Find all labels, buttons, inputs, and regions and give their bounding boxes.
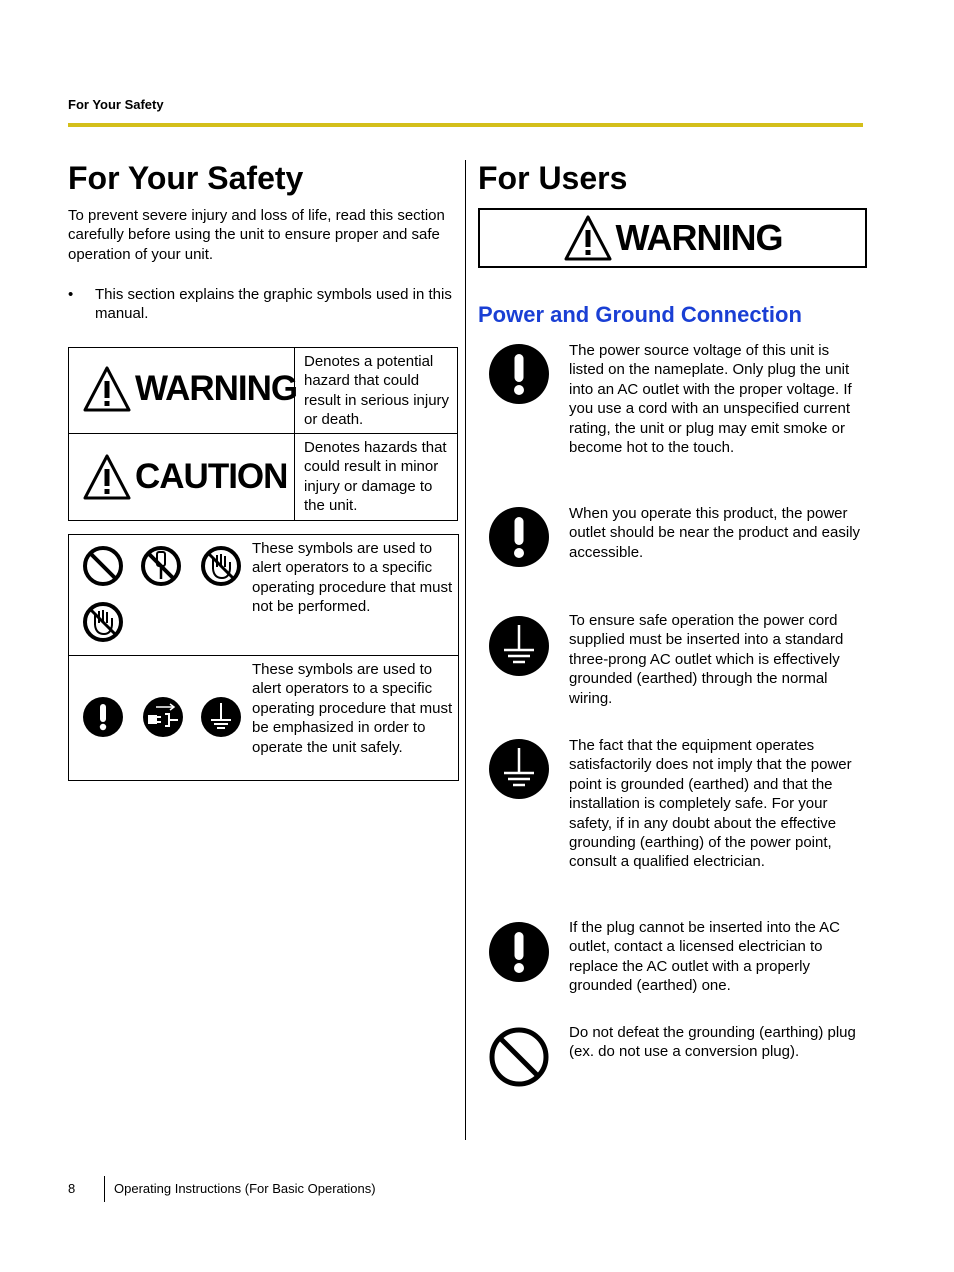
warning-item-text: When you operate this product, the power outlet should be near the product and easily accessible. — [569, 505, 861, 561]
page-number: 8 — [68, 1181, 76, 1196]
warning-triangle-icon — [563, 214, 613, 262]
bullet-text: This section explains the graphic symbols used in this manual. — [95, 286, 452, 323]
subsection-heading: Power and Ground Connection — [478, 302, 802, 327]
ground-icon — [200, 696, 242, 738]
prohibition-icon — [488, 1026, 550, 1088]
exclamation-icon — [82, 696, 124, 738]
warning-item-text: The power source voltage of this unit is listed on the nameplate. Only plug the unit into an AC outlet with the proper voltage. If you use a cord with an unspecified current rating, the unit or plug may emit smoke or become hot to the touch. — [569, 342, 852, 457]
warning-signal-word — [82, 362, 297, 416]
unplug-icon — [142, 696, 184, 738]
warning-item-text: Do not defeat the grounding (earthing) plug (ex. do not use a conversion plug). — [569, 1024, 856, 1061]
caution-word: CAUTION — [135, 457, 288, 496]
mandatory-description: These symbols are used to alert operators to a specific operating procedure that must be emphasized in order to operate the unit safely. — [252, 661, 453, 756]
warning-triangle-icon — [82, 365, 132, 413]
warning-item-text: If the plug cannot be inserted into the AC outlet, contact a licensed electrician to replace the AC outlet with a properly grounded (earthed) one. — [569, 919, 841, 995]
footer-document-title: Operating Instructions (For Basic Operations) — [114, 1181, 376, 1196]
caution-description: Denotes hazards that could result in minor injury or damage to the unit. — [304, 439, 447, 515]
section-title: For Users — [478, 160, 628, 196]
footer-divider — [104, 1176, 105, 1202]
exclamation-icon — [488, 343, 550, 405]
caution-triangle-icon — [82, 453, 132, 501]
warning-banner-word: WARNING — [615, 217, 783, 258]
warning-description: Denotes a potential hazard that could result in serious injury or death. — [304, 353, 450, 429]
bullet-marker: • — [68, 286, 74, 303]
prohibited-description: These symbols are used to alert operators to a specific operating procedure that must not be performed. — [252, 540, 453, 616]
exclamation-icon — [488, 506, 550, 568]
table-divider — [68, 433, 458, 434]
column-divider — [465, 160, 466, 1140]
caution-signal-word — [82, 450, 287, 504]
prohibition-icon — [82, 545, 124, 587]
no-disassembly-icon — [140, 545, 182, 587]
warning-word: WARNING — [135, 369, 298, 408]
running-header: For Your Safety — [68, 97, 164, 112]
warning-item-text: The fact that the equipment operates satisfactorily does not imply that the power point is grounded (earthed) and that the installation is completely safe. For your safety, if in any doubt about the effective grounding (earthing) of the power point, consult a qualified electrician. — [569, 737, 852, 871]
exclamation-icon — [488, 921, 550, 983]
intro-paragraph: To prevent severe injury and loss of life, read this section carefully before using the unit to ensure proper and safe operation of your unit. — [68, 207, 445, 263]
page-title: For Your Safety — [68, 160, 304, 196]
ground-icon — [488, 615, 550, 677]
table-divider — [68, 655, 459, 656]
warning-banner — [478, 208, 867, 268]
no-touch-wet-hand-icon — [200, 545, 242, 587]
ground-icon — [488, 738, 550, 800]
no-touch-icon — [82, 601, 124, 643]
warning-item-text: To ensure safe operation the power cord supplied must be inserted into a standard three-prong AC outlet which is effectively grounded (earthed) through the normal wiring. — [569, 612, 844, 707]
header-rule — [68, 123, 863, 127]
